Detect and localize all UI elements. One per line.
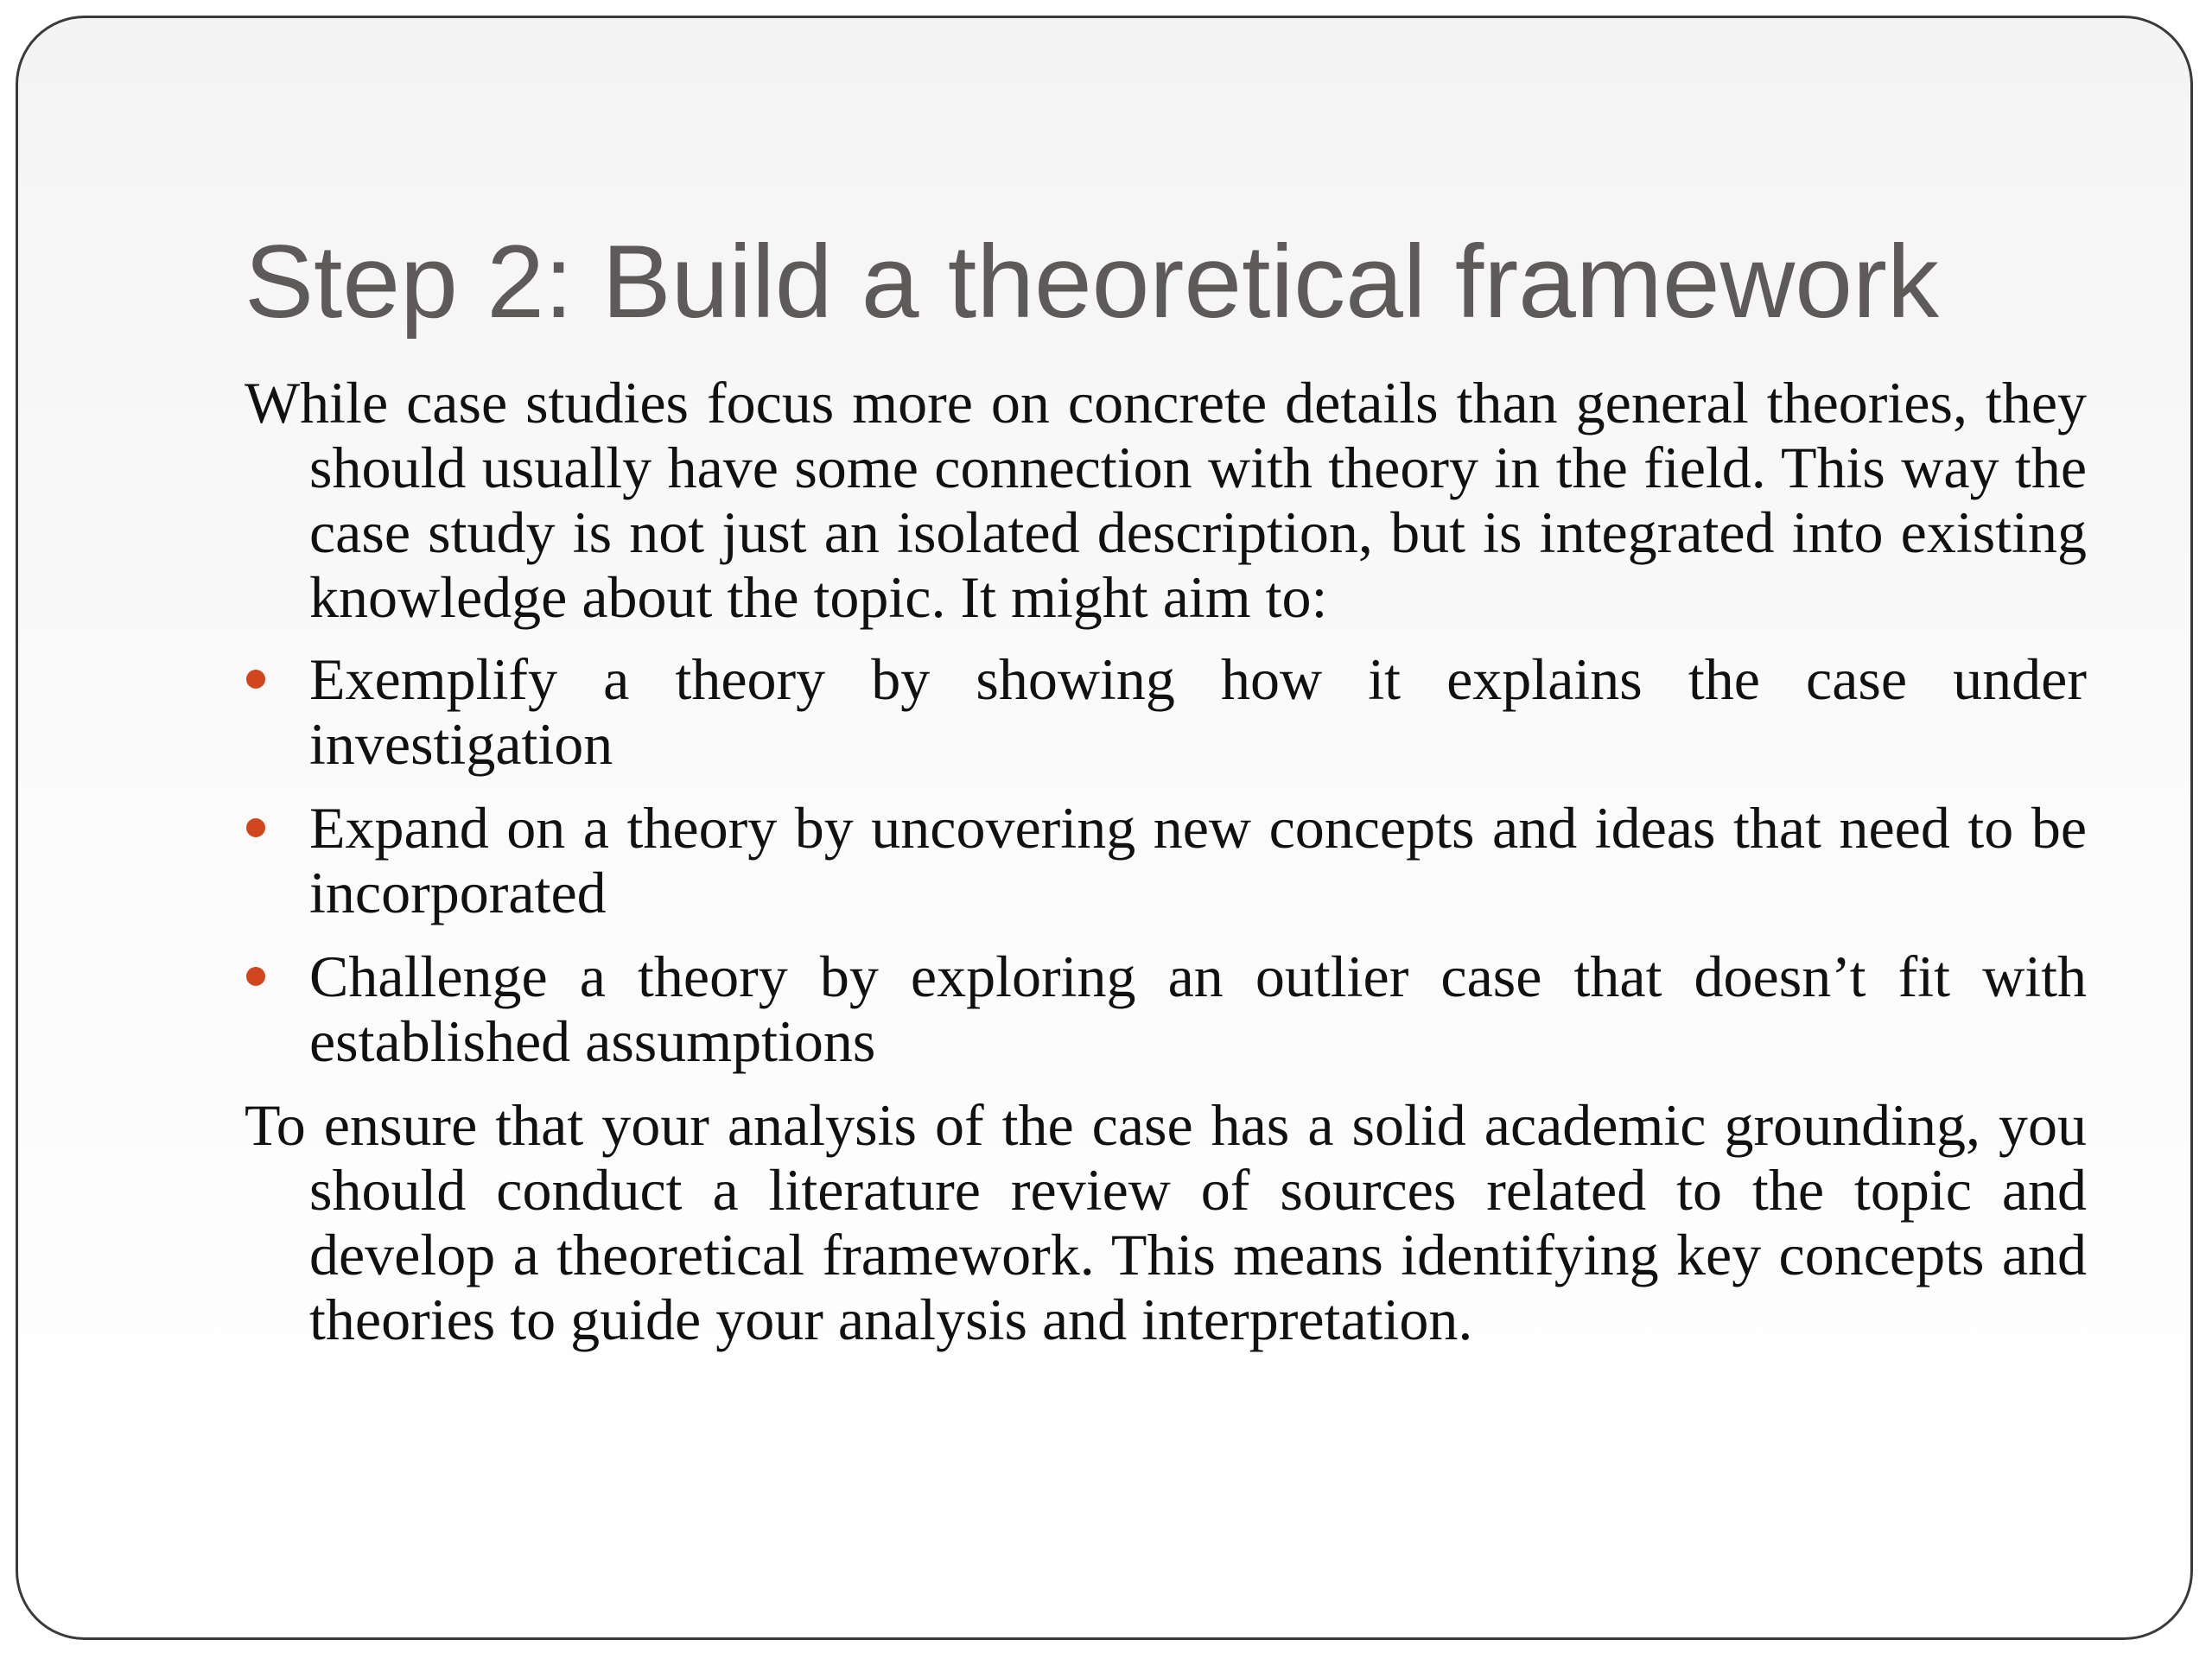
bullet-item-challenge [245,944,2087,1074]
bullet-text: Challenge a theory by exploring an outlier case that doesn’t fit with established assumptions [309,944,2087,1074]
bullet-text: Exemplify a theory by showing how it explains the case under investigation [309,646,2087,777]
slide-frame [16,16,2193,1640]
bullet-dot-icon [246,967,265,986]
bullet-dot-icon [246,670,265,689]
slide-title: Step 2: Build a theoretical framework [245,224,1939,340]
bullet-dot-icon [246,818,265,837]
bullet-list [245,647,2087,1074]
intro-paragraph: While case studies focus more on concrete details than general theories, they should usually have some connection with theory in the field. This way the case study is not just an isolated description, but is integrated into existing knowledge about the topic. It might aim to: [245,370,2087,630]
bullet-text: Expand on a theory by uncovering new concepts and ideas that need to be incorporated [309,795,2087,925]
bullet-item-expand [245,796,2087,925]
slide-body [245,371,2087,1352]
conclusion-paragraph: To ensure that your analysis of the case has a solid academic grounding, you should conduct a literature review of sources related to the topic and develop a theoretical framework. This means identifying key concepts and theories to guide your analysis and interpretation. [245,1092,2087,1352]
bullet-item-exemplify [245,647,2087,777]
